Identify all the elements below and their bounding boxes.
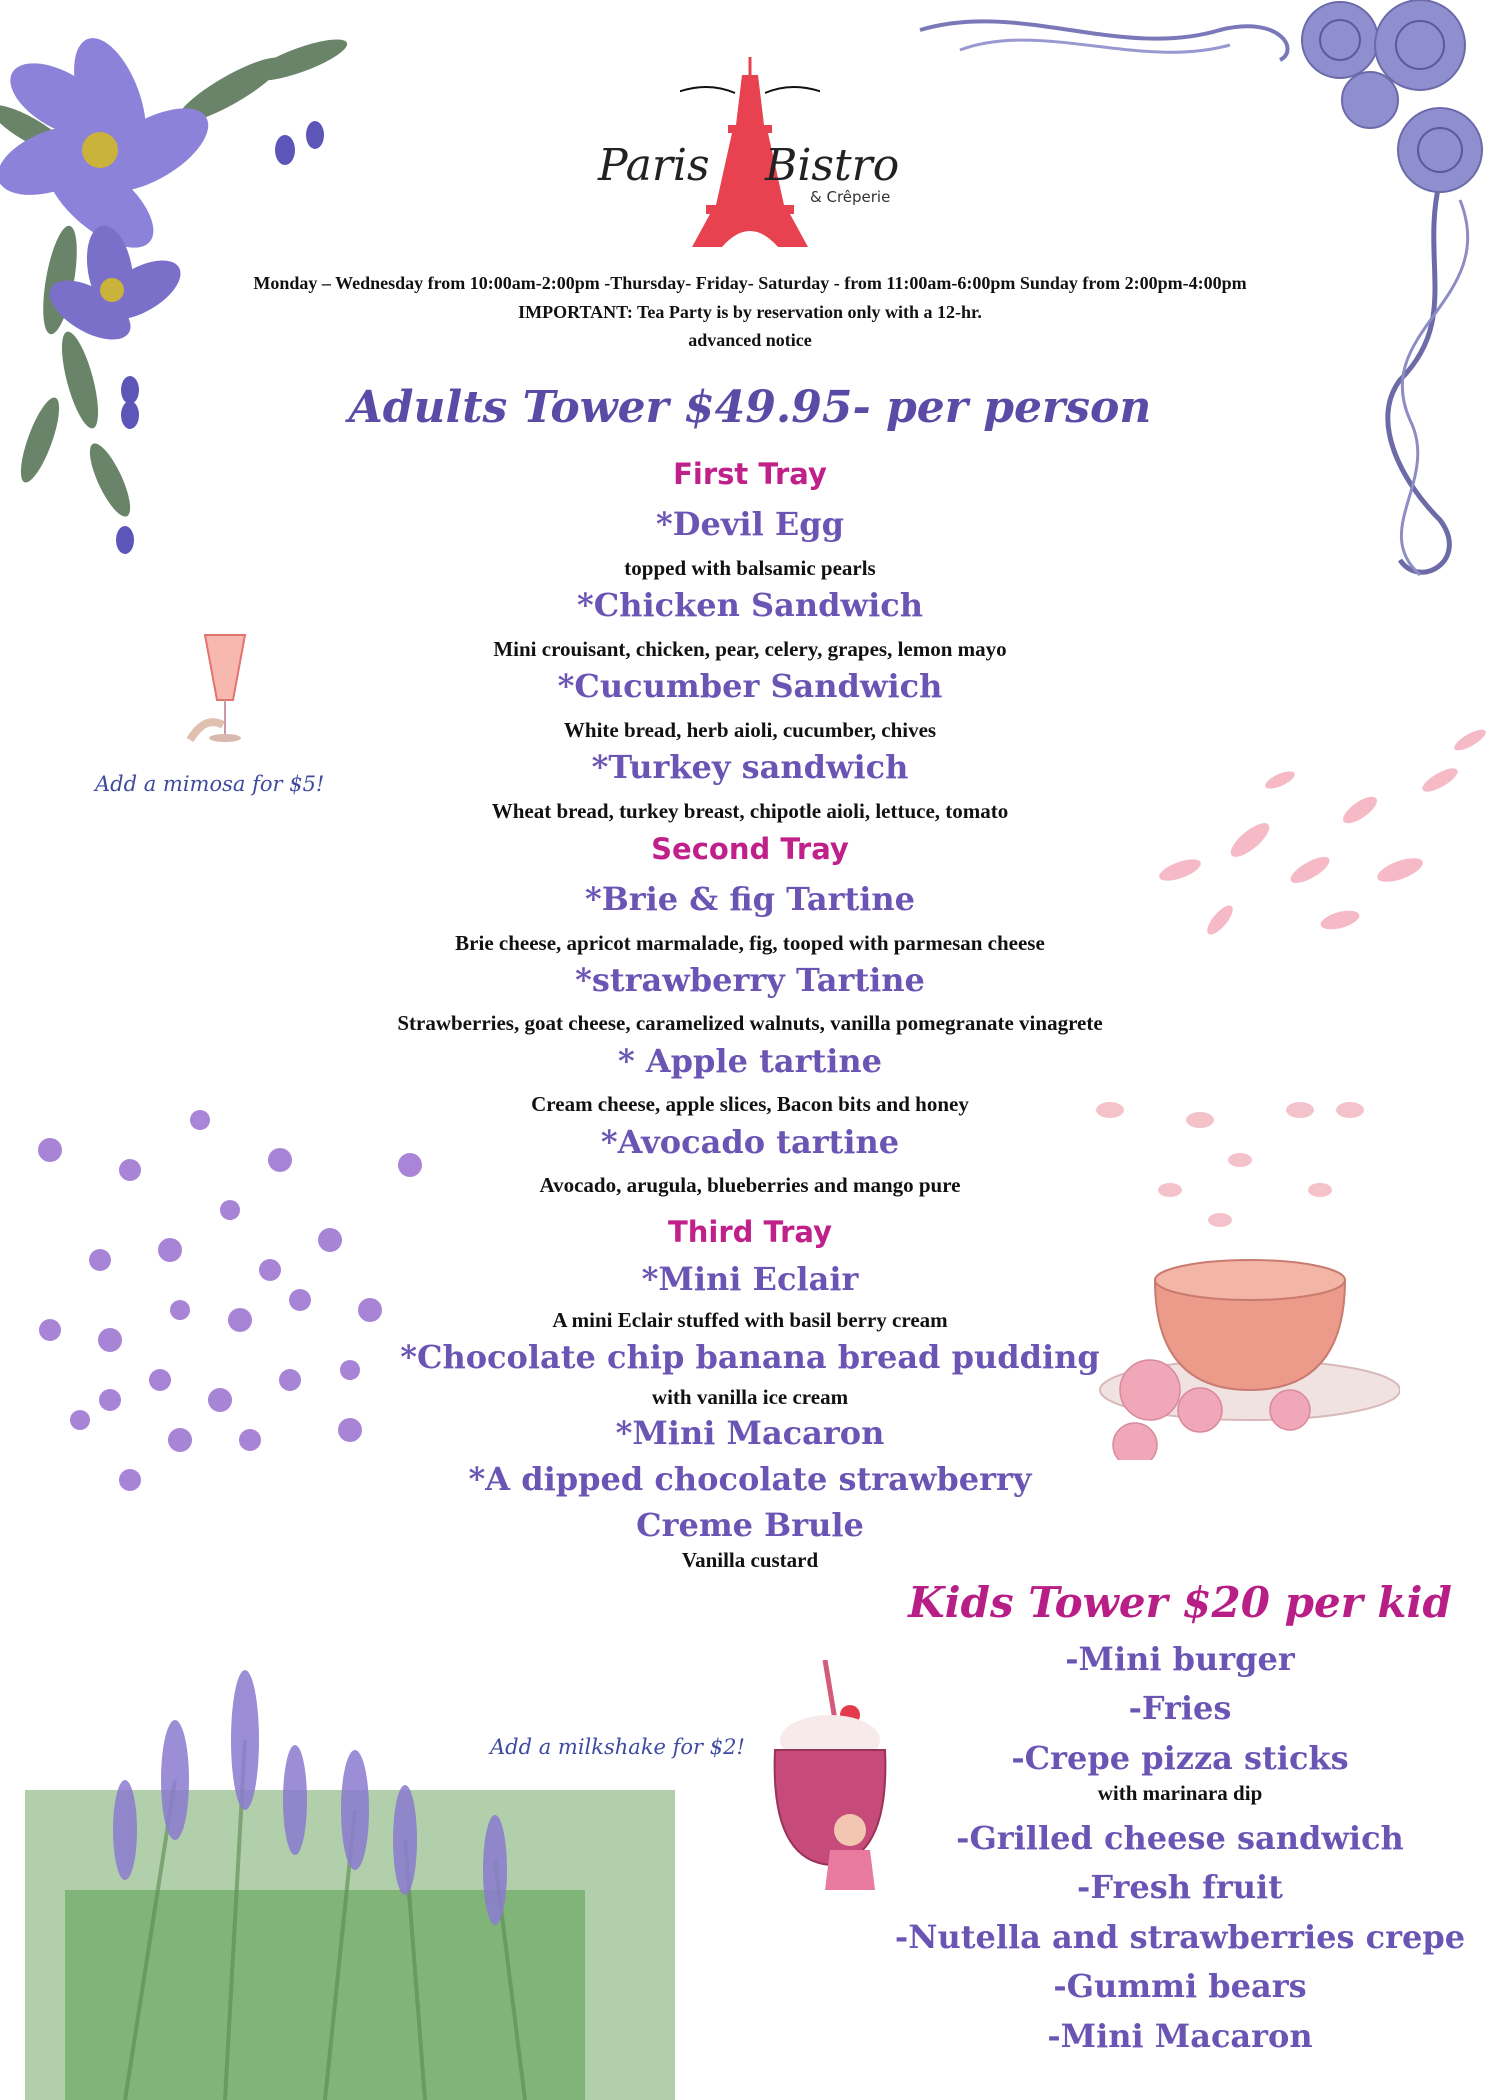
- menu-item-name: *Mini Eclair: [641, 1260, 859, 1298]
- menu-item-name: *strawberry Tartine: [575, 961, 925, 999]
- kids-item: -Mini Macaron: [1047, 2017, 1313, 2055]
- menu-item-desc: Mini crouisant, chicken, pear, celery, grapes, lemon mayo: [493, 637, 1007, 661]
- menu-item-desc: Cream cheese, apple slices, Bacon bits and honey: [531, 1092, 969, 1116]
- menu-item-name: *A dipped chocolate strawberry: [468, 1460, 1032, 1498]
- lavender-field-illustration: [25, 1660, 675, 2100]
- menu-item-desc: Vanilla custard: [681, 1548, 819, 1572]
- menu-item-name: *Cucumber Sandwich: [557, 667, 943, 705]
- third-tray-title: Third Tray: [667, 1215, 832, 1249]
- milkshake-addon-note: Add a milkshake for $2!: [490, 1735, 745, 1759]
- kids-item: -Fresh fruit: [1077, 1868, 1283, 1906]
- menu-item-name: *Chicken Sandwich: [577, 586, 923, 624]
- kids-item: -Grilled cheese sandwich: [956, 1819, 1404, 1857]
- menu-item-name: *Devil Egg: [655, 505, 845, 543]
- menu-item-desc: with vanilla ice cream: [651, 1385, 849, 1409]
- brand-name-paris: Paris: [598, 140, 710, 191]
- second-tray-title: Second Tray: [651, 832, 849, 866]
- menu-item-name: *Brie & fig Tartine: [584, 880, 915, 918]
- brand-name-bistro: Bistro: [765, 140, 900, 191]
- menu-item-name: Creme Brule: [636, 1506, 864, 1544]
- menu-item-name: *Chocolate chip banana bread pudding: [400, 1338, 1100, 1376]
- kids-item: -Fries: [1128, 1689, 1232, 1727]
- kids-item: -Mini burger: [1065, 1640, 1295, 1678]
- menu-item-name: *Turkey sandwich: [591, 748, 909, 786]
- first-tray-title: First Tray: [673, 457, 827, 491]
- opening-hours: Monday – Wednesday from 10:00am-2:00pm -Thursday- Friday- Saturday - from 11:00am-6:00pm Sunday from 2:00pm-4:00pm: [253, 273, 1247, 293]
- kids-item: -Gummi bears: [1053, 1967, 1307, 2005]
- menu-item-desc: Strawberries, goat cheese, caramelized walnuts, vanilla pomegranate vinagrete: [397, 1011, 1103, 1035]
- menu-item-desc: Brie cheese, apricot marmalade, fig, tooped with parmesan cheese: [455, 931, 1045, 955]
- menu-item-desc: White bread, herb aioli, cucumber, chives: [563, 718, 937, 742]
- menu-item-desc: topped with balsamic pearls: [624, 556, 876, 580]
- menu-item-name: *Avocado tartine: [600, 1123, 900, 1161]
- menu-item-name: * Apple tartine: [617, 1042, 883, 1080]
- kids-item: -Nutella and strawberries crepe: [894, 1918, 1466, 1956]
- menu-item-desc: Avocado, arugula, blueberries and mango pure: [539, 1173, 961, 1197]
- menu-item-desc: A mini Eclair stuffed with basil berry cream: [552, 1308, 948, 1332]
- kids-item-desc: with marinara dip: [1097, 1781, 1263, 1805]
- kids-tower-title: Kids Tower $20 per kid: [908, 1578, 1452, 1627]
- menu-item-desc: Wheat bread, turkey breast, chipotle aioli, lettuce, tomato: [491, 799, 1009, 823]
- reservation-notice: IMPORTANT: Tea Party is by reservation only with a 12-hr.: [518, 302, 982, 322]
- advanced-notice: advanced notice: [688, 330, 812, 350]
- kids-menu-list: [880, 1640, 1480, 2066]
- kids-item: -Crepe pizza sticks: [1011, 1739, 1349, 1777]
- mimosa-addon-note: Add a mimosa for $5!: [95, 772, 325, 796]
- brand-logo: [590, 140, 910, 206]
- brand-tagline: & Crêperie: [810, 188, 891, 206]
- adults-tower-title: Adults Tower $49.95- per person: [348, 382, 1152, 433]
- menu-item-name: *Mini Macaron: [615, 1414, 885, 1452]
